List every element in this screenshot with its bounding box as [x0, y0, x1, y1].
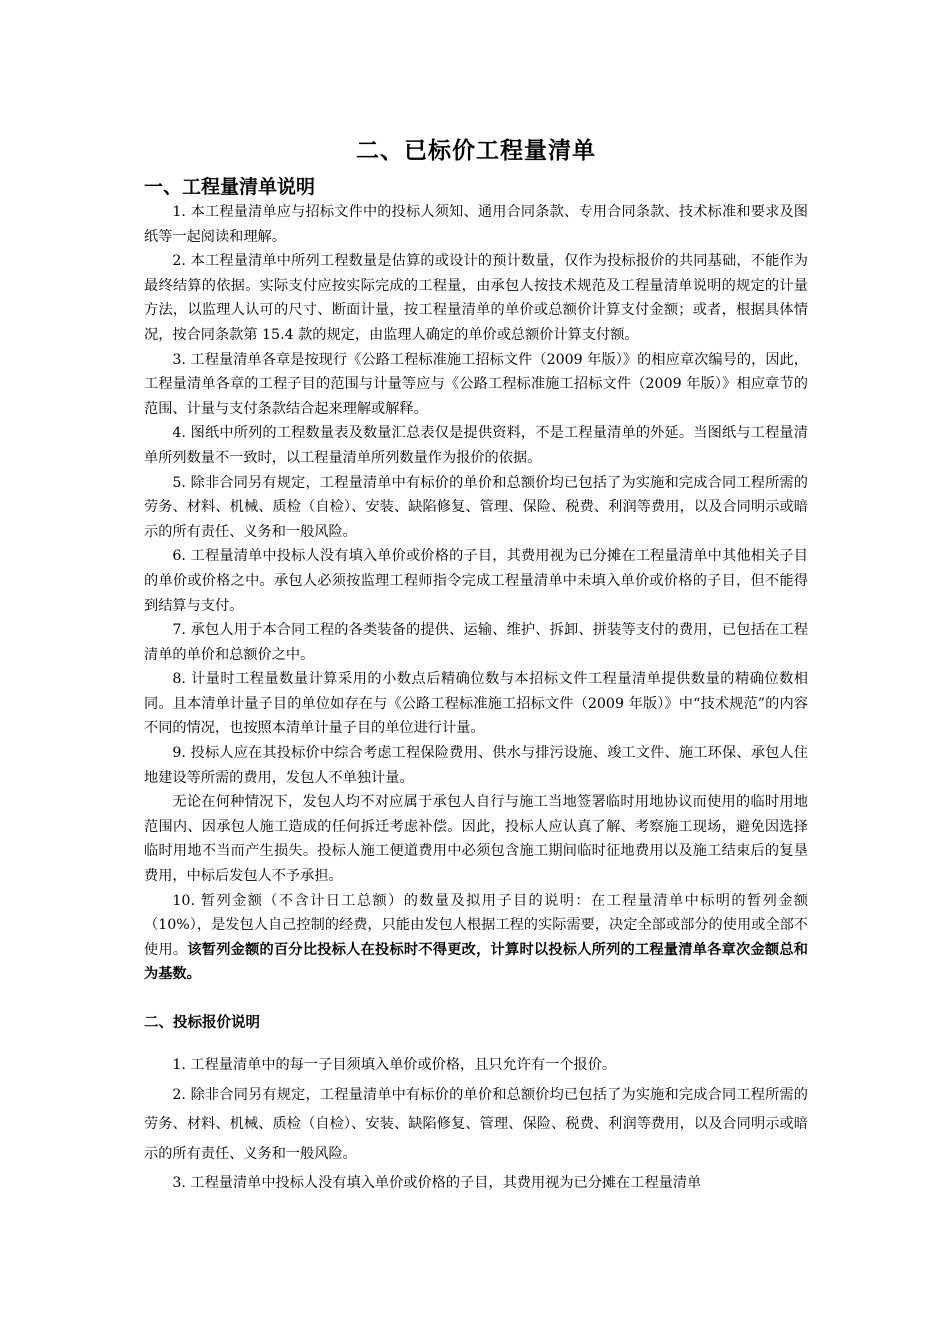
section-bill-notes: [144, 200, 808, 987]
document-title: 二、已标价工程量清单: [356, 138, 596, 164]
paragraph: 3. 工程量清单各章是按现行《公路工程标准施工招标文件（2009 年版）》的相应章次编号的，因此，工程量清单各章的工程子目的范围与计量等应与《公路工程标准施工招标文件（2009 年版）》相应章节的范围、计量与支付条款结合起来理解或解释。: [144, 351, 808, 417]
paragraph: 4. 图纸中所列的工程数量表及数量汇总表仅是提供资料，不是工程量清单的外延。当图纸与工程量清单所列数量不一致时，以工程量清单所列数量作为报价的依据。: [144, 425, 808, 466]
paragraph: 2. 除非合同另有规定，工程量清单中有标价的单价和总额价均已包括了为实施和完成合同工程所需的劳务、材料、机械、质检（自检）、安装、缺陷修复、管理、保险、税费、利润等费用，以及合同明示或暗示的所有责任、义务和一般风险。: [144, 1086, 808, 1162]
paragraph: 9. 投标人应在其投标价中综合考虑工程保险费用、供水与排污设施、竣工文件、施工环保、承包人住地建设等所需的费用，发包人不单独计量。: [144, 745, 808, 786]
paragraph: 2. 本工程量清单中所列工程数量是估算的或设计的预计数量，仅作为投标报价的共同基础，不能作为最终结算的依据。实际支付应按实际完成的工程量，由承包人按技术规范及工程量清单说明的规定的计量方法，以监理人认可的尺寸、断面计量，按工程量清单的单价或总额价计算支付金额；或者，根据具体情况，按合同条款第 15.4 款的规定，由监理人确定的单价或总额价计算支付额。: [144, 253, 808, 343]
section-heading-bill-notes: 一、工程量清单说明: [144, 176, 316, 198]
paragraph: 无论在何种情况下，发包人均不对应属于承包人自行与施工当地签署临时用地协议而使用的临时用地范围内、因承包人施工造成的任何拆迁考虑补偿。因此，投标人应认真了解、考察施工现场，避免因选择临时用地不当而产生损失。投标人施工便道费用中必须包含施工期间临时征地费用以及施工结束后的复垦费用，中标后发包人不予承担。: [144, 794, 808, 885]
paragraph: 7. 承包人用于本合同工程的各类装备的提供、运输、维护、拆卸、拼装等支付的费用，已包括在工程清单的单价和总额价之中。: [144, 622, 808, 663]
paragraph-provisional-sum: [144, 889, 808, 987]
section-bid-notes: [144, 1051, 808, 1199]
paragraph: 3. 工程量清单中投标人没有填入单价或价格的子目，其费用视为已分摊在工程量清单: [172, 1175, 702, 1191]
paragraph: 5. 除非合同另有规定，工程量清单中有标价的单价和总额价均已包括了为实施和完成合同工程所需的劳务、材料、机械、质检（自检）、安装、缺陷修复、管理、保险、税费、利润等费用，以及合同明示或暗示的所有责任、义务和一般风险。: [144, 474, 808, 540]
document-page: [144, 136, 808, 1199]
paragraph: 6. 工程量清单中投标人没有填入单价或价格的子目，其费用视为已分摊在工程量清单中其他相关子目的单价或价格之中。承包人必须按监理工程师指令完成工程量清单中未填入单价或价格的子目，但不能得到结算与支付。: [144, 548, 808, 614]
paragraph-text: 10. 暂列金额（不含计日工总额）的数量及拟用子目的说明：在工程量清单中标明的暂列金额（10%），是发包人自己控制的经费，只能由发包人根据工程的实际需要，决定全部或部分的使用或全部不使用。: [144, 892, 808, 958]
paragraph: 1. 本工程量清单应与招标文件中的投标人须知、通用合同条款、专用合同条款、技术标准和要求及图纸等一起阅读和理解。: [144, 204, 808, 245]
paragraph: 8. 计量时工程量数量计算采用的小数点后精确位数与本招标文件工程量清单提供数量的精确位数相同。且本清单计量子目的单位如存在与《公路工程标准施工招标文件（2009 年版）》中“技术规范”的内容不同的情况，也按照本清单计量子目的单位进行计量。: [144, 671, 808, 737]
section-heading-bid-notes: 二、投标报价说明: [144, 1015, 260, 1031]
paragraph-bold-text: 该暂列金额的百分比投标人在投标时不得更改，计算时以投标人所列的工程量清单各章次金额总和为基数。: [144, 941, 808, 983]
paragraph: 1. 工程量清单中的每一子目须填入单价或价格，且只允许有一个报价。: [172, 1057, 617, 1073]
